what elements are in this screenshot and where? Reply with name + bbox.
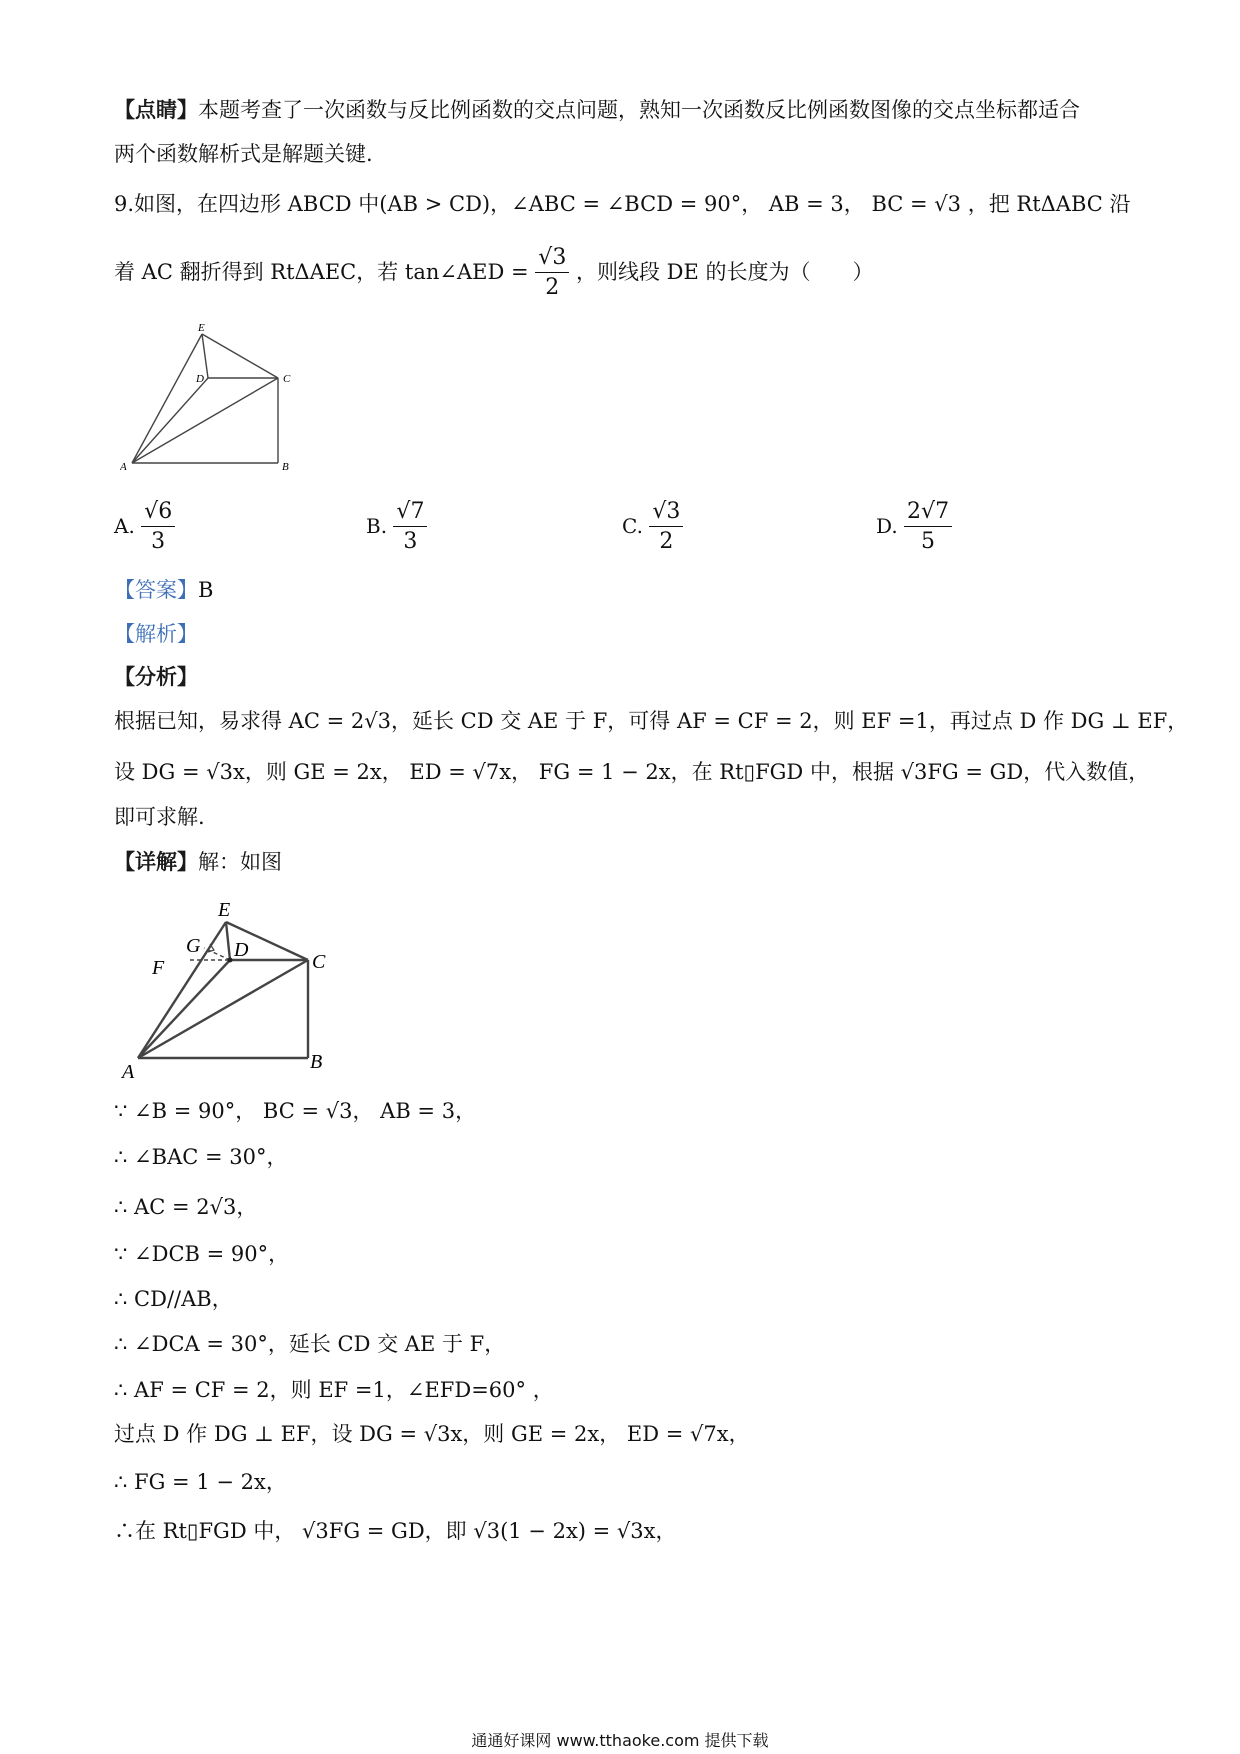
answer-tag: 【答案】 [114, 578, 198, 602]
fenxi-line-2: 设 DG = √3x，则 GE = 2x， ED = √7x， FG = 1 − 2x，在 Rt▯FGD 中，根据 √3FG = GD，代入数值， [114, 760, 1150, 784]
point-line-1 [114, 96, 1080, 124]
fig1-label-e: E [198, 322, 205, 334]
fig1-label-d: D [196, 373, 204, 385]
solution-line-3: ∴ AC = 2√3， [114, 1195, 258, 1219]
solution-line-1: ∵ ∠B = 90°， BC = √3， AB = 3， [114, 1099, 477, 1123]
solution-line-4: ∵ ∠DCB = 90°， [114, 1242, 290, 1266]
fig2-label-b: B [310, 1051, 323, 1073]
fig2-label-d: D [234, 939, 249, 961]
fenxi-line-1: 根据已知，易求得 AC = 2√3，延长 CD 交 AE 于 F，可得 AF = CF = 2，则 EF =1，再过点 D 作 DG ⊥ EF， [114, 709, 1189, 733]
figure-1 [120, 320, 310, 470]
analysis-tag: 【解析】 [114, 622, 198, 646]
question-fraction: $\frac{√3}{2}$ [535, 244, 569, 303]
solution-line-9: ∴ FG = 1 − 2x， [114, 1470, 287, 1494]
point-text-1: 本题考查了一次函数与反比例函数的交点问题，熟知一次函数反比例函数图像的交点坐标都适合 [198, 98, 1080, 122]
option-d: D. $\frac{2√7}{5}$ [876, 498, 952, 557]
fig2-label-f: F [152, 957, 165, 979]
fig1-label-b: B [282, 461, 289, 470]
solution-line-2: ∴ ∠BAC = 30°， [114, 1145, 288, 1169]
point-line-2: 两个函数解析式是解题关键. [114, 142, 373, 166]
fig2-label-e: E [218, 899, 231, 921]
fenxi-line-3: 即可求解. [114, 805, 205, 829]
option-b: B. $\frac{√7}{3}$ [366, 498, 427, 557]
fig2-label-a: A [122, 1061, 135, 1082]
solution-line-5: ∴ CD//AB， [114, 1287, 233, 1311]
fig1-label-a: A [120, 461, 127, 470]
fig1-label-c: C [283, 373, 291, 385]
detail-tag: 【详解】 [114, 849, 198, 874]
detail-line: 【详解】解：如图 [114, 849, 282, 874]
solution-line-7: ∴ AF = CF = 2，则 EF =1，∠EFD=60° ， [114, 1378, 554, 1402]
fig2-label-c: C [312, 951, 326, 973]
question-line-2: 着 AC 翻折得到 RtΔAEC，若 tan∠AED = $\frac{√3}{2}$ ，则线段 DE 的长度为（ ） [114, 244, 874, 303]
point-tag: 【点睛】 [114, 97, 198, 122]
question-line-1: 9.如图，在四边形 ABCD 中(AB > CD)，∠ABC = ∠BCD = 90°， AB = 3， BC = √3 ，把 RtΔABC 沿 [114, 192, 1131, 216]
fenxi-tag: 【分析】 [114, 664, 198, 689]
solution-line-8: 过点 D 作 DG ⊥ EF，设 DG = √3x，则 GE = 2x， ED = √7x， [114, 1422, 750, 1446]
solution-line-10: ∴在 Rt▯FGD 中， √3FG = GD，即 √3(1 − 2x) = √3x， [114, 1519, 677, 1543]
fig2-label-g: G [186, 935, 201, 957]
figure-2 [118, 892, 348, 1082]
option-a: A. $\frac{√6}{3}$ [114, 498, 175, 557]
solution-line-6: ∴ ∠DCA = 30°，延长 CD 交 AE 于 F， [114, 1332, 506, 1356]
answer-line [114, 576, 213, 604]
answer-value: B [198, 578, 214, 602]
option-c: C. $\frac{√3}{2}$ [622, 498, 683, 557]
footer-text: 通通好课网 www.tthaoke.com 提供下载 [471, 1731, 769, 1750]
